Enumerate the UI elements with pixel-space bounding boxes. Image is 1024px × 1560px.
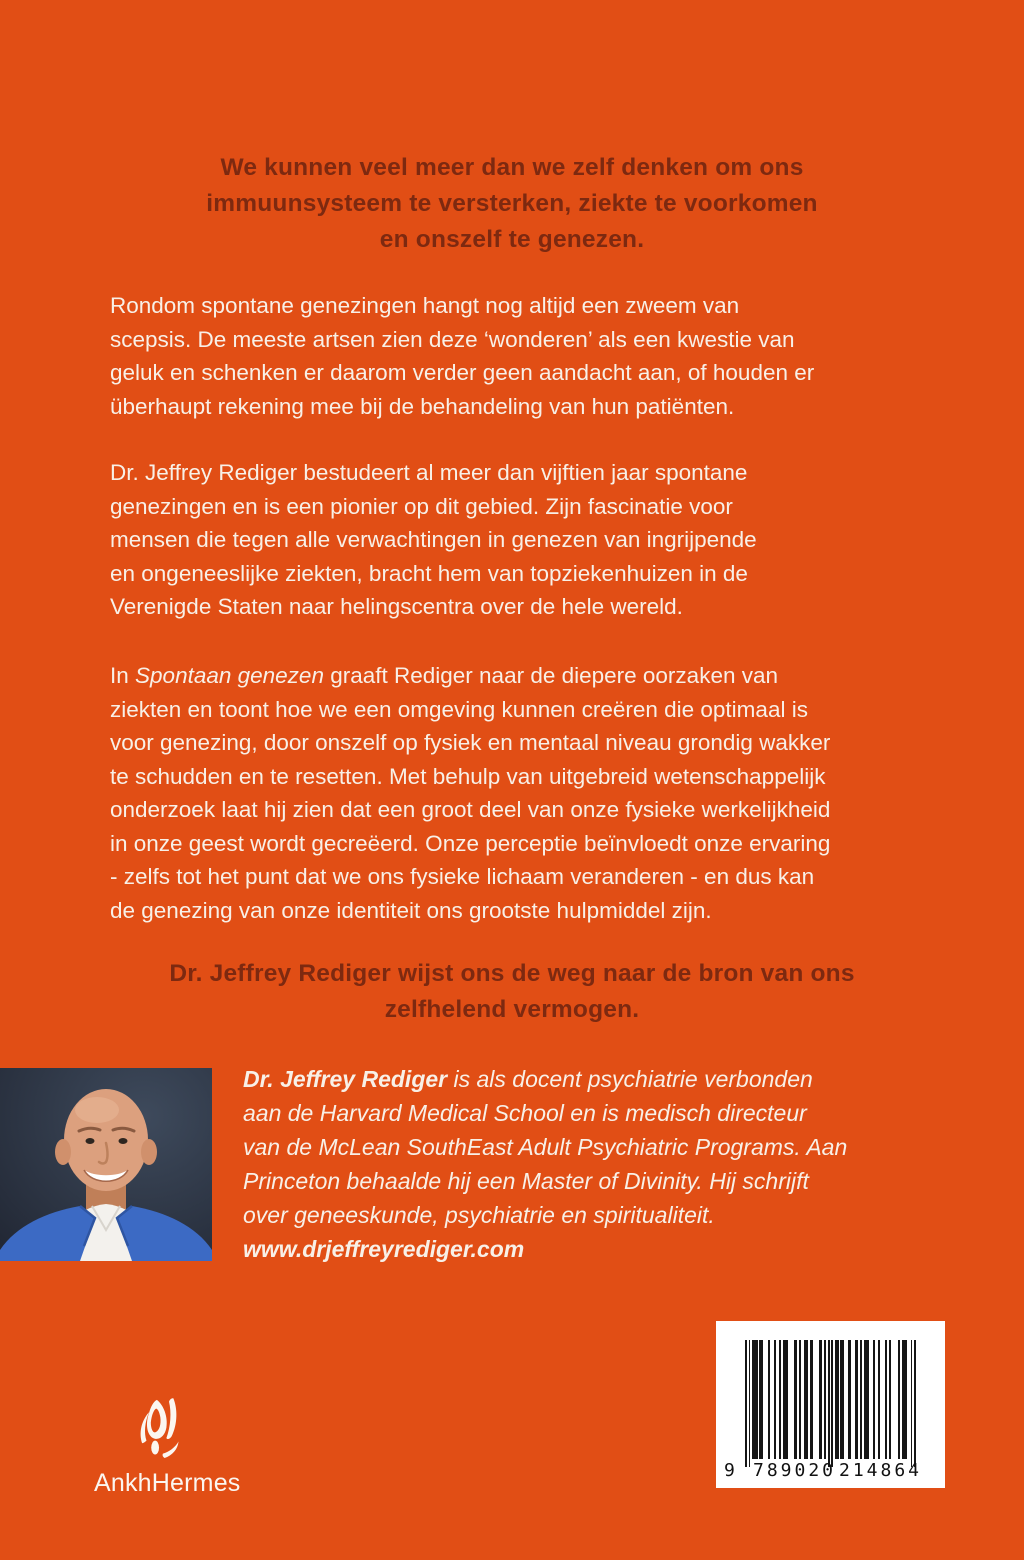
tagline-line-2: immuunsysteem te versterken, ziekte te voorkomen (206, 190, 818, 217)
tagline-line-1: We kunnen veel meer dan we zelf denken om ons (220, 154, 804, 181)
paragraph-spontaan-genezen (110, 659, 830, 927)
author-bio (243, 1062, 933, 1266)
barcode-digits (716, 1460, 945, 1484)
text-segment: is als docent psychiatrie verbonden (447, 1066, 813, 1092)
text-line: Rondom spontane genezingen hangt nog altijd een zweem van (110, 293, 740, 318)
text-line: Dr. Jeffrey Rediger bestudeert al meer dan vijftien jaar spontane (110, 460, 748, 485)
author-photo-illustration (0, 1068, 212, 1261)
text-segment: In (110, 663, 136, 688)
text-line: voor genezing, door onszelf op fysiek en mentaal niveau grondig wakker (110, 730, 831, 755)
paragraph-scepsis (110, 289, 814, 423)
text-line: in onze geest wordt gecreëerd. Onze perceptie beïnvloedt onze ervaring (110, 830, 831, 856)
text-line: - zelfs tot het punt dat we ons fysieke lichaam veranderen - en dus kan (110, 864, 815, 889)
bio-line-1 (243, 1062, 933, 1096)
tagline (0, 150, 1024, 258)
text-line: Verenigde Staten naar helingscentra over de hele wereld. (110, 594, 683, 619)
barcode-digit-group: 789020 (753, 1460, 837, 1481)
text-line: ziekten en toont hoe we een omgeving kunnen creëren die optimaal is (110, 696, 808, 722)
text-line: genezingen en is een pionier op dit gebied. Zijn fascinatie voor (110, 493, 733, 519)
publisher-block (94, 1398, 241, 1497)
text-line: onderzoek laat hij zien dat een groot deel van onze fysieke werkelijkheid (110, 797, 831, 822)
closing-statement (0, 956, 1024, 1028)
text-line: en ongeneeslijke ziekten, bracht hem van topziekenhuizen in de (110, 560, 748, 586)
bio-line-2: aan de Harvard Medical School en is medisch directeur (243, 1100, 807, 1126)
barcode-bars (745, 1340, 916, 1468)
barcode-digit-group: 9 (724, 1460, 735, 1481)
text-line: geluk en schenken er daarom verder geen aandacht aan, of houden er (110, 360, 815, 385)
book-title-italic: Spontaan genezen (135, 663, 324, 688)
bio-line-5: over geneeskunde, psychiatrie en spiritualiteit. (243, 1202, 715, 1228)
text-line (110, 659, 830, 693)
bio-line-4: Princeton behaalde hij een Master of Divinity. Hij schrijft (243, 1168, 809, 1194)
author-website-link: www.drjeffreyrediger.com (243, 1236, 525, 1262)
author-name: Dr. Jeffrey Rediger (243, 1066, 448, 1092)
closing-line-1: Dr. Jeffrey Rediger wijst ons de weg naar de bron van ons (169, 960, 855, 987)
tagline-line-3: en onszelf te genezen. (379, 226, 645, 253)
text-line: te schudden en te resetten. Met behulp van uitgebreid wetenschappelijk (110, 763, 826, 789)
closing-line-2: zelfhelend vermogen. (384, 996, 640, 1023)
text-line: überhaupt rekening mee bij de behandeling van hun patiënten. (110, 393, 735, 419)
barcode-digit-group: 214864 (839, 1460, 923, 1481)
text-segment: graaft Rediger naar de diepere oorzaken van (323, 663, 778, 688)
ankh-logo-icon (130, 1398, 182, 1466)
paragraph-rediger-pionier (110, 456, 757, 624)
barcode (716, 1321, 945, 1488)
bio-line-3: van de McLean SouthEast Adult Psychiatric Programs. Aan (243, 1134, 848, 1160)
publisher-name: AnkhHermes (94, 1469, 241, 1497)
author-photo (0, 1068, 212, 1261)
text-line: mensen die tegen alle verwachtingen in genezen van ingrijpende (110, 527, 757, 552)
text-line: scepsis. De meeste artsen zien deze ‘wonderen’ als een kwestie van (110, 326, 795, 352)
text-line: de genezing van onze identiteit ons grootste hulpmiddel zijn. (110, 897, 712, 923)
